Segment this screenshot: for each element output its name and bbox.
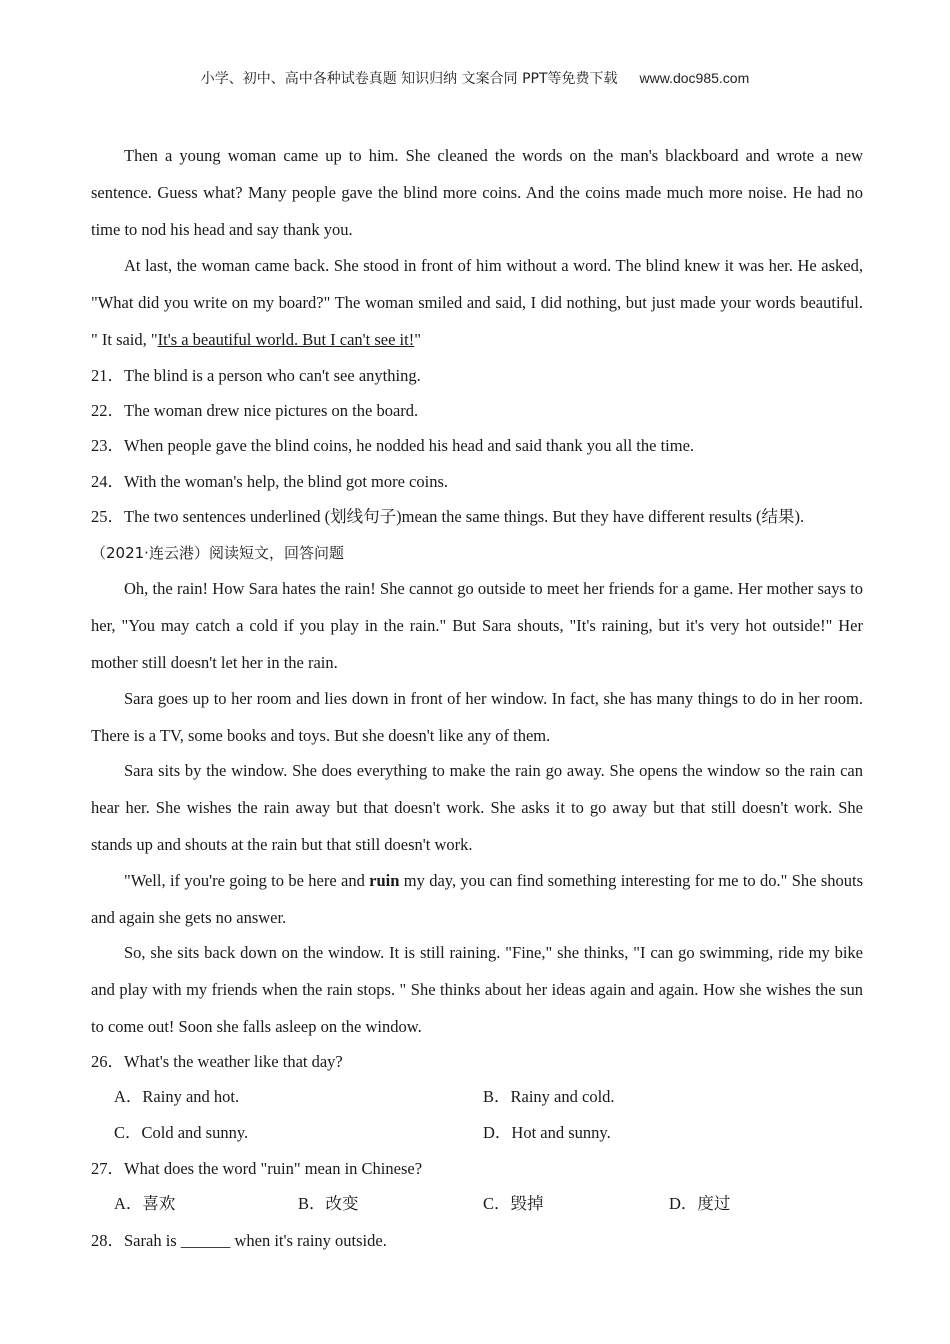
q26-option-b[interactable]: B．Rainy and cold.: [483, 1087, 615, 1106]
q26-option-c[interactable]: C．Cold and sunny.: [114, 1123, 249, 1142]
header-url[interactable]: www.doc985.com: [639, 70, 750, 86]
statement-24: 24．With the woman's help, the blind got more coins.: [91, 472, 449, 491]
page-header: [0, 68, 950, 88]
passage2-paragraph-3: Sara sits by the window. She does everything to make the rain go away. She opens the window so the rain can hear her. She wishes the rain away but that doesn't work. She asks it to go away but that still doesn't work. She stands up and shouts at the rain but that still doesn't work.: [91, 761, 863, 854]
q27-option-b[interactable]: B．改变: [298, 1194, 359, 1213]
passage1-paragraph-2: At last, the woman came back. She stood in front of him without a word. The blind knew it was her. He asked, "What did you write on my board?" The woman smiled and said, I did nothing, but just made your words beautiful. " It said, "It's a beautiful world. But I can't see it!": [91, 256, 863, 349]
question-27: 27．What does the word "ruin" mean in Chinese?: [91, 1159, 423, 1178]
passage2-paragraph-1: Oh, the rain! How Sara hates the rain! She cannot go outside to meet her friends for a game. Her mother says to her, "You may catch a cold if you play in the rain." But Sara shouts, "It's raining, but it's very hot outside!" Her mother still doesn't let her in the rain.: [91, 579, 863, 672]
passage2-paragraph-2: Sara goes up to her room and lies down in front of her window. In fact, she has many things to do in her room. There is a TV, some books and toys. But she doesn't like any of them.: [91, 689, 863, 745]
q27-option-c[interactable]: C．毁掉: [483, 1194, 544, 1213]
bold-word-ruin: ruin: [369, 871, 400, 890]
statement-22: 22．The woman drew nice pictures on the board.: [91, 401, 419, 420]
statement-25: 25．The two sentences underlined (划线句子)mean the same things. But they have different results (结果).: [91, 507, 805, 526]
statement-21: 21．The blind is a person who can't see anything.: [91, 366, 421, 385]
q27-option-a[interactable]: A．喜欢: [114, 1194, 176, 1213]
q26-option-d[interactable]: D．Hot and sunny.: [483, 1123, 611, 1142]
section-title: （2021·连云港）阅读短文，回答问题: [91, 544, 344, 562]
question-28: 28．Sarah is ______ when it's rainy outside.: [91, 1231, 387, 1250]
underlined-sentence: It's a beautiful world. But I can't see it!: [157, 330, 415, 349]
passage1-paragraph-1: Then a young woman came up to him. She cleaned the words on the man's blackboard and wrote a new sentence. Guess what? Many people gave the blind more coins. And the coins made much more noise. He had no time to nod his head and say thank you.: [91, 146, 863, 239]
answer-blank[interactable]: ______: [180, 1231, 231, 1250]
passage2-paragraph-5: So, she sits back down on the window. It is still raining. "Fine," she thinks, "I can go swimming, ride my bike and play with my friends when the rain stops. " She thinks about her ideas again and again. How she wishes the sun to come out! Soon she falls asleep on the window.: [91, 943, 863, 1036]
question-26: 26．What's the weather like that day?: [91, 1052, 343, 1071]
q27-option-d[interactable]: D．度过: [669, 1194, 731, 1213]
statement-23: 23．When people gave the blind coins, he nodded his head and said thank you all the time.: [91, 436, 695, 455]
passage2-paragraph-4: "Well, if you're going to be here and ruin my day, you can find something interesting for me to do." She shouts and again she gets no answer.: [91, 871, 863, 927]
q26-option-a[interactable]: A．Rainy and hot.: [114, 1087, 240, 1106]
header-text: 小学、初中、高中各种试卷真题 知识归纳 文案合同 PPT等免费下载: [200, 71, 618, 87]
